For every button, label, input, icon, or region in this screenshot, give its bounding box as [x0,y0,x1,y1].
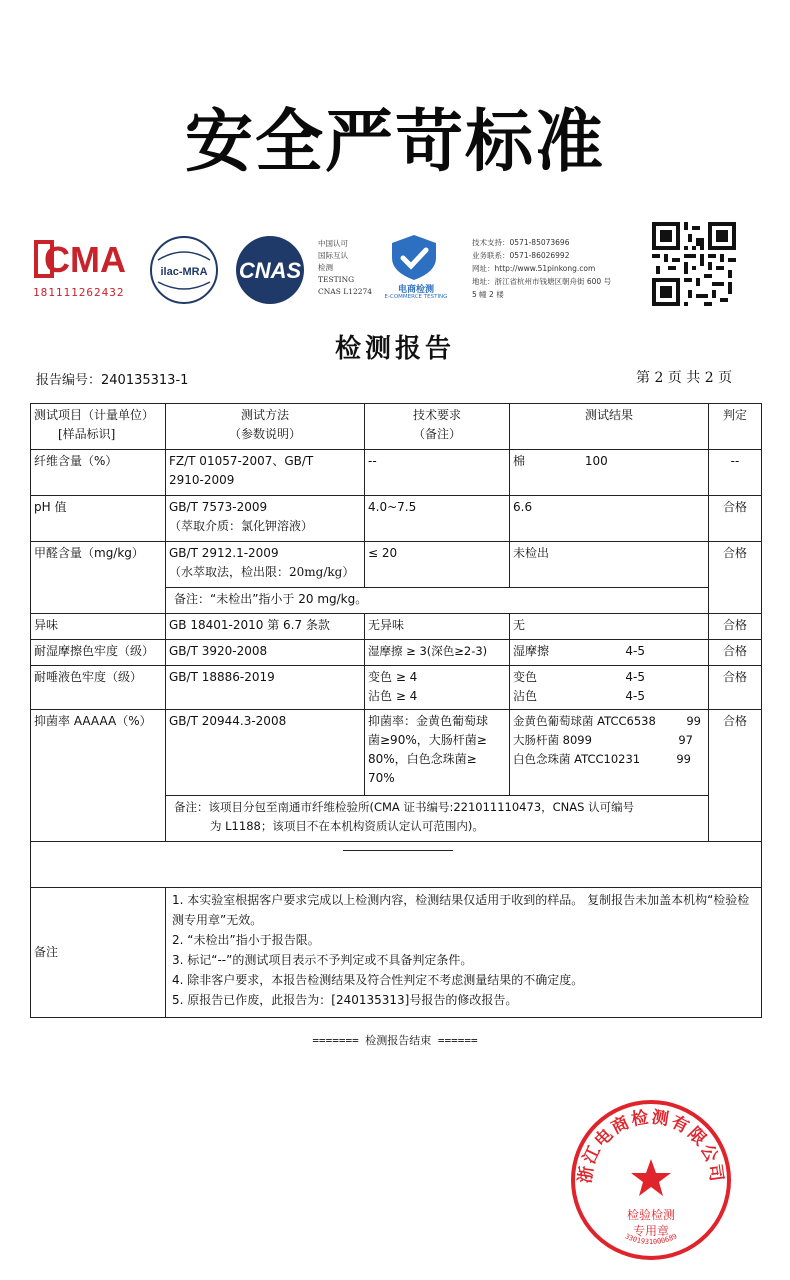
row-verdict: 合格 [709,666,762,710]
result-value: 99 [686,714,701,728]
contact-line: 地址：浙江省杭州市钱塘区朝舟街 600 号 [472,277,612,286]
header-req-line1: 技术要求 [412,408,461,422]
table-row-odor [31,614,762,640]
req-line: 沾色 ≥ 4 [368,689,418,703]
row-note: 备注：“未检出”指小于 20 mg/kg。 [166,588,709,614]
accreditation-logos [0,222,790,322]
result-value: 4-5 [625,644,645,658]
row-method-line: 2910-2009 [169,473,235,487]
row-verdict: 合格 [709,614,762,640]
header-req-line2: （备注） [412,427,461,441]
cnas-info [318,238,372,298]
row-method-line: GB/T 7573-2009 [169,500,268,514]
row-item: 甲醛含量（mg/kg） [31,542,166,614]
remarks-list [166,888,762,1018]
row-item: 抑菌率 AAAAA（%） [31,710,166,842]
remark-item: 3. 标记“--”的测试项目表示不予判定或不具备判定条件。 [172,953,473,967]
result-key: 金黄色葡萄球菌 ATCC6538 [513,714,656,728]
contact-line: 业务联系：0571-86026992 [472,251,570,260]
report-end-marker: ======= 检测报告结束 ====== [312,1034,478,1047]
contact-line: 技术支持：0571-85073696 [472,238,570,247]
cma-text: CMA [44,239,126,280]
row-requirement [365,666,510,710]
row-requirement: 4.0~7.5 [365,496,510,542]
remark-item: 1. 本实验室根据客户要求完成以上检测内容，检测结果仅适用于收到的样品。 复制报告未加盖本机构“检验检测专用章”无效。 [172,893,750,927]
cnas-info-line: CNAS L12274 [318,287,373,296]
row-result [510,640,709,666]
header-result: 测试结果 [510,404,709,450]
test-results-table [30,403,762,1018]
seal-code: 3301931000689 [623,1232,679,1247]
table-row-antibacterial [31,710,762,796]
header-item-line1: 测试项目（计量单位） [34,408,155,422]
ec-sub: E-COMMERCE TESTING [384,294,448,300]
table-row-saliva [31,666,762,710]
header-method-line1: 测试方法 [240,408,289,422]
contact-line: 5 幢 2 楼 [472,290,504,299]
row-method [166,450,365,496]
req-line: 变色 ≥ 4 [368,670,418,684]
note-line: 备注：该项目分包至南通市纤维检验所(CMA 证书编号:221011110473，CNAS 认可编号 [174,800,635,814]
row-item: pH 值 [31,496,166,542]
result-key: 湿摩擦 [513,644,550,658]
cma-number: 181111262432 [33,286,125,299]
row-verdict: 合格 [709,496,762,542]
result-key: 白色念珠菌 ATCC10231 [513,752,641,766]
row-result [510,666,709,710]
table-row-formaldehyde [31,542,762,588]
cnas-info-line: TESTING [318,275,355,284]
row-method [166,496,365,542]
row-method [166,542,365,588]
table-row-wet-rub [31,640,762,666]
table-row-blank [31,842,762,888]
row-method-line: （水萃取法，检出限：20mg/kg） [169,565,355,579]
ilac-text: ilac-MRA [160,266,208,278]
result-value: 97 [678,733,693,747]
cma-logo-icon [30,236,140,282]
row-verdict: 合格 [709,640,762,666]
row-method-line: （萃取介质：氯化钾溶液） [169,519,314,533]
result-key: 大肠杆菌 8099 [513,733,592,747]
seal-company: 浙江电商检测有限公司 [575,1107,727,1185]
row-requirement: 无异味 [365,614,510,640]
company-seal-icon [568,1097,734,1263]
row-result [510,450,709,496]
cnas-logo-icon [228,234,312,306]
qr-code-icon [652,222,736,306]
ilac-mra-logo-icon [148,234,220,306]
req-line: 80%，白色念珠菌≥ [368,752,477,766]
row-result: 未检出 [510,542,709,588]
cnas-info-line: 中国认可 [318,239,348,248]
row-result: 无 [510,614,709,640]
row-requirement [365,710,510,796]
row-note [166,796,709,842]
cnas-info-line: 检测 [318,263,333,272]
table-row-ph [31,496,762,542]
row-verdict: 合格 [709,542,762,614]
ec-label: 电商检测 [397,285,434,295]
result-value: 4-5 [625,670,645,684]
report-number-value: 240135313-1 [101,373,189,388]
result-key: 沾色 [513,689,538,703]
row-requirement: -- [365,450,510,496]
table-header-row [31,404,762,450]
remark-item: 2. “未检出”指小于报告限。 [172,933,320,947]
header-item-line2: [样品标识] [58,427,116,441]
req-line: 70% [368,771,395,785]
header-method-line2: （参数说明） [228,427,301,441]
result-key: 棉 [513,454,526,468]
header-method [166,404,365,450]
row-method: GB 18401-2010 第 6.7 条款 [166,614,365,640]
req-line: 菌≥90%，大肠杆菌≥ [368,733,487,747]
req-line: 抑菌率：金黄色葡萄球 [368,714,489,728]
cnas-info-line: 国际互认 [318,251,348,260]
row-method-line: GB/T 2912.1-2009 [169,546,279,560]
report-number-label: 报告编号： [36,373,102,388]
header-requirement [365,404,510,450]
row-requirement: ≤ 20 [365,542,510,588]
contact-info [472,236,611,301]
contact-line: 网址：http://www.51pinkong.com [472,264,596,273]
header-item [31,404,166,450]
result-value: 4-5 [625,689,645,703]
row-verdict: 合格 [709,710,762,842]
seal-use2: 专用章 [632,1224,670,1238]
result-key: 变色 [513,670,538,684]
remarks-label: 备注 [31,888,166,1018]
ecommerce-shield-icon [386,232,442,282]
row-verdict: -- [709,450,762,496]
row-item: 纤维含量（%） [31,450,166,496]
header-verdict: 判定 [709,404,762,450]
row-item: 耐湿摩擦色牢度（级） [31,640,166,666]
row-item: 异味 [31,614,166,640]
page-info: 第 2 页 共 2 页 [636,370,733,386]
row-method-line: FZ/T 01057-2007、GB/T [169,454,314,468]
report-title: 检测报告 [334,334,455,364]
row-result [510,710,709,796]
separator-line [343,850,453,851]
blank-row [31,842,762,888]
row-result: 6.6 [510,496,709,542]
row-method: GB/T 20944.3-2008 [166,710,365,796]
table-row-remarks [31,888,762,1018]
row-requirement: 湿摩擦 ≥ 3(深色≥2-3) [365,640,510,666]
result-value: 100 [584,454,608,468]
table-row-fiber [31,450,762,496]
row-method: GB/T 3920-2008 [166,640,365,666]
remark-item: 4. 除非客户要求，本报告检测结果及符合性判定不考虑测量结果的不确定度。 [172,973,584,987]
report-number [36,369,188,388]
note-line: 为 L1188；该项目不在本机构资质认定认可范围内)。 [210,819,484,833]
row-method: GB/T 18886-2019 [166,666,365,710]
hero-title: 安全严苛标准 [184,103,605,182]
seal-use: 检验检测 [626,1208,676,1222]
cnas-text: CNAS [238,258,302,283]
row-item: 耐唾液色牢度（级） [31,666,166,710]
remark-item: 5. 原报告已作废，此报告为：[240135313]号报告的修改报告。 [172,993,518,1007]
result-value: 99 [676,752,691,766]
